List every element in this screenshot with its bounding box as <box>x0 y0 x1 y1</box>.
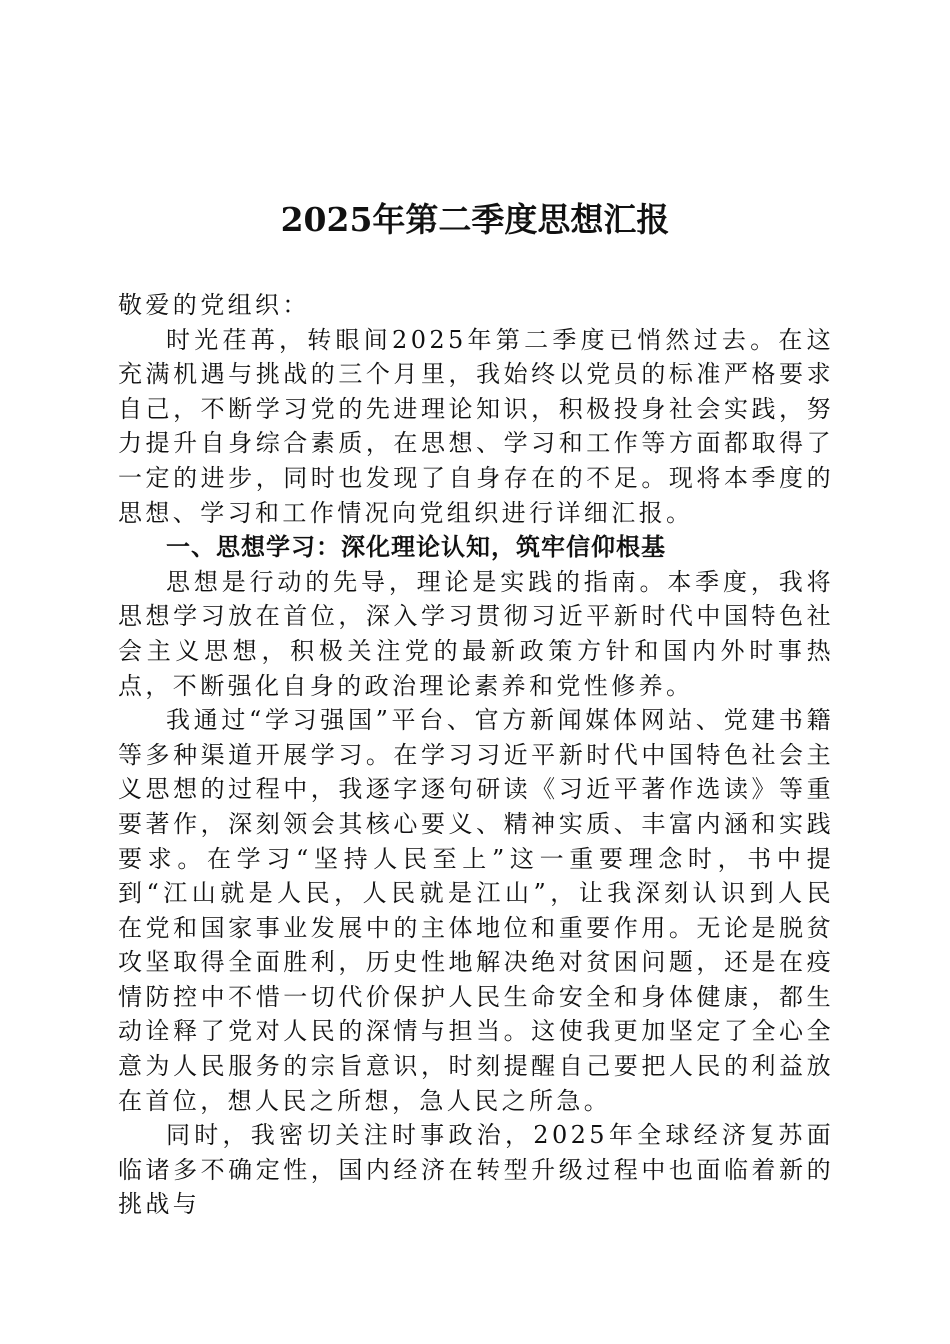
section-paragraph-3: 同时，我密切关注时事政治，2025年全球经济复苏面临诸多不确定性，国内经济在转型升级过程中也面临着新的挑战与 <box>118 1121 834 1219</box>
salutation: 敬爱的党组织： <box>118 291 310 319</box>
intro-paragraph: 时光荏苒，转眼间2025年第二季度已悄然过去。在这充满机遇与挑战的三个月里，我始终以党员的标准严格要求自己，不断学习党的先进理论知识，积极投身社会实践，努力提升自身综合素质，在思想、学习和工作等方面都取得了一定的进步，同时也发现了自身存在的不足。现将本季度的思想、学习和工作情况向党组织进行详细汇报。 <box>118 325 834 527</box>
section-heading: 一、思想学习：深化理论认知，筑牢信仰根基 <box>166 533 666 562</box>
section-paragraph-1: 思想是行动的先导，理论是实践的指南。本季度，我将思想学习放在首位，深入学习贯彻习近平新时代中国特色社会主义思想，积极关注党的最新政策方针和国内外时事热点，不断强化自身的政治理论素养和党性修养。 <box>118 567 834 700</box>
document-title: 2025年第二季度思想汇报 <box>280 200 670 239</box>
document-body <box>118 288 834 1222</box>
section-paragraph-2: 我通过“学习强国”平台、官方新闻媒体网站、党建书籍等多种渠道开展学习。在学习习近平新时代中国特色社会主义思想的过程中，我逐字逐句研读《习近平著作选读》等重要著作，深刻领会其核心要义、精神实质、丰富内涵和实践要求。在学习“坚持人民至上”这一重要理念时，书中提到“江山就是人民，人民就是江山”，让我深刻认识到人民在党和国家事业发展中的主体地位和重要作用。无论是脱贫攻坚取得全面胜利，历史性地解决绝对贫困问题，还是在疫情防控中不惜一切代价保护人民生命安全和身体健康，都生动诠释了党对人民的深情与担当。这使我更加坚定了全心全意为人民服务的宗旨意识，时刻提醒自己要把人民的利益放在首位，想人民之所想，急人民之所急。 <box>118 706 834 1115</box>
